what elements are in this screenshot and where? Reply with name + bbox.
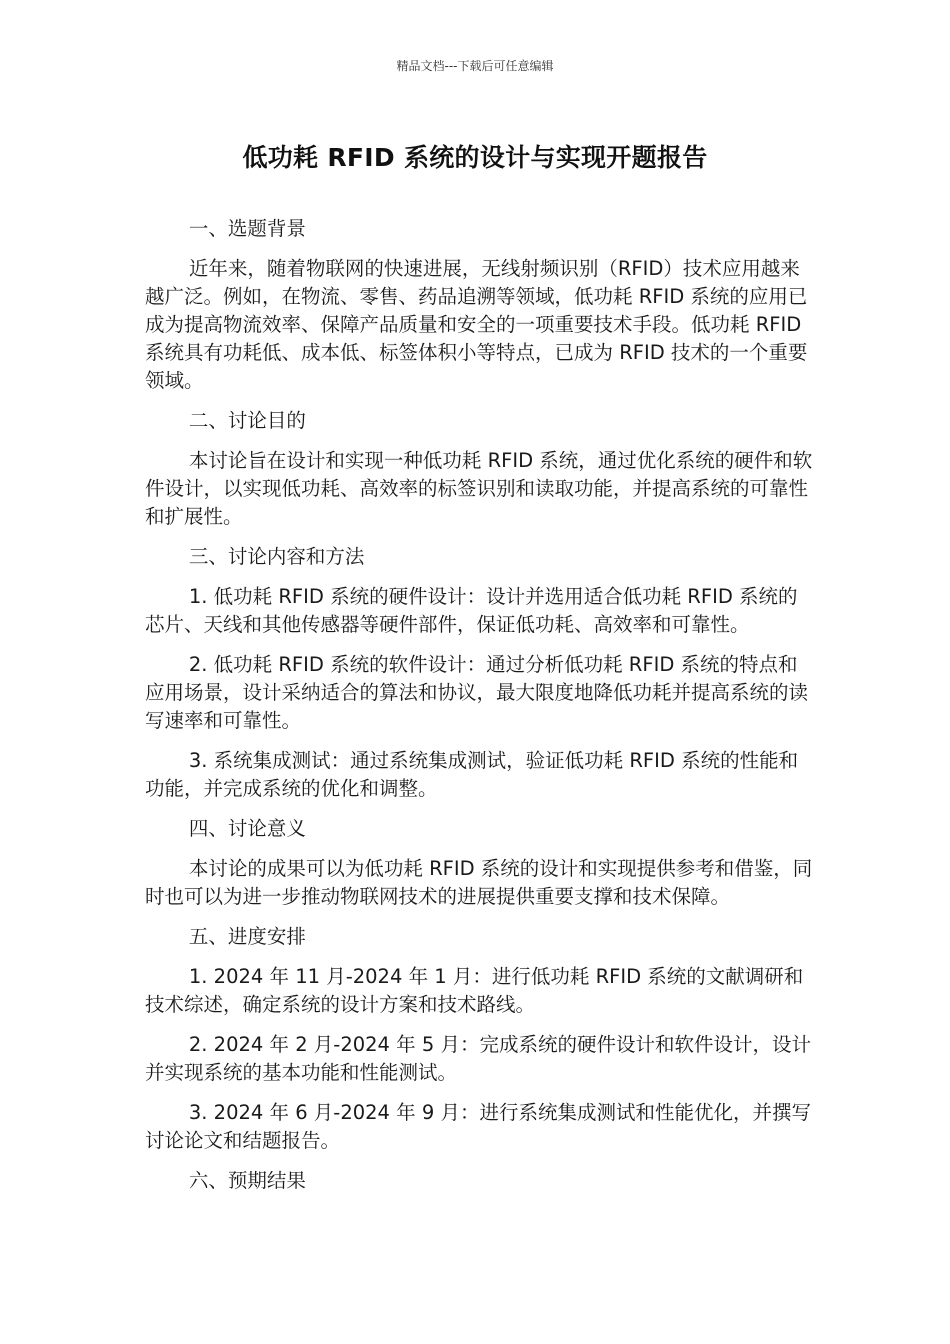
paragraph-schedule-phase-3: 3. 2024 年 6 月-2024 年 9 月：进行系统集成测试和性能优化，并撰写讨论论文和结题报告。	[145, 1101, 811, 1152]
paragraph-software-design: 2. 低功耗 RFID 系统的软件设计：通过分析低功耗 RFID 系统的特点和应用场景，设计采纳适合的算法和协议，最大限度地降低功耗并提高系统的读写速率和可靠性。	[145, 653, 809, 732]
section-heading-background: 一、选题背景	[188, 217, 306, 240]
paragraph-schedule-phase-2: 2. 2024 年 2 月-2024 年 5 月：完成系统的硬件设计和软件设计，设计并实现系统的基本功能和性能测试。	[145, 1033, 811, 1084]
paragraph-integration-test: 3. 系统集成测试：通过系统集成测试，验证低功耗 RFID 系统的性能和功能，并完成系统的优化和调整。	[145, 749, 799, 800]
paragraph-schedule-phase-1: 1. 2024 年 11 月-2024 年 1 月：进行低功耗 RFID 系统的文献调研和技术综述，确定系统的设计方案和技术路线。	[145, 965, 804, 1016]
document-title: 低功耗 RFID 系统的设计与实现开题报告	[242, 143, 708, 172]
paragraph-purpose: 本讨论旨在设计和实现一种低功耗 RFID 系统，通过优化系统的硬件和软件设计，以实现低功耗、高效率的标签识别和读取功能，并提高系统的可靠性和扩展性。	[145, 449, 813, 528]
section-heading-significance: 四、讨论意义	[188, 817, 306, 840]
paragraph-background: 近年来，随着物联网的快速进展，无线射频识别（RFID）技术应用越来越广泛。例如，在物流、零售、药品追溯等领域，低功耗 RFID 系统的应用已成为提高物流效率、保障产品质量和安全的一项重要技术手段。低功耗 RFID 系统具有功耗低、成本低、标签体积小等特点，已成为 RFID 技术的一个重要领域。	[145, 257, 808, 392]
section-heading-content-methods: 三、讨论内容和方法	[188, 545, 365, 568]
paragraph-significance: 本讨论的成果可以为低功耗 RFID 系统的设计和实现提供参考和借鉴，同时也可以为进一步推动物联网技术的进展提供重要支撑和技术保障。	[145, 857, 813, 908]
section-heading-schedule: 五、进度安排	[188, 925, 306, 948]
page-header-note: 精品文档---下载后可任意编辑	[396, 59, 554, 73]
paragraph-hardware-design: 1. 低功耗 RFID 系统的硬件设计：设计并选用适合低功耗 RFID 系统的芯片、天线和其他传感器等硬件部件，保证低功耗、高效率和可靠性。	[145, 585, 798, 636]
section-heading-purpose: 二、讨论目的	[188, 409, 306, 432]
document-body	[145, 215, 813, 1207]
section-heading-expected-results: 六、预期结果	[188, 1169, 306, 1192]
